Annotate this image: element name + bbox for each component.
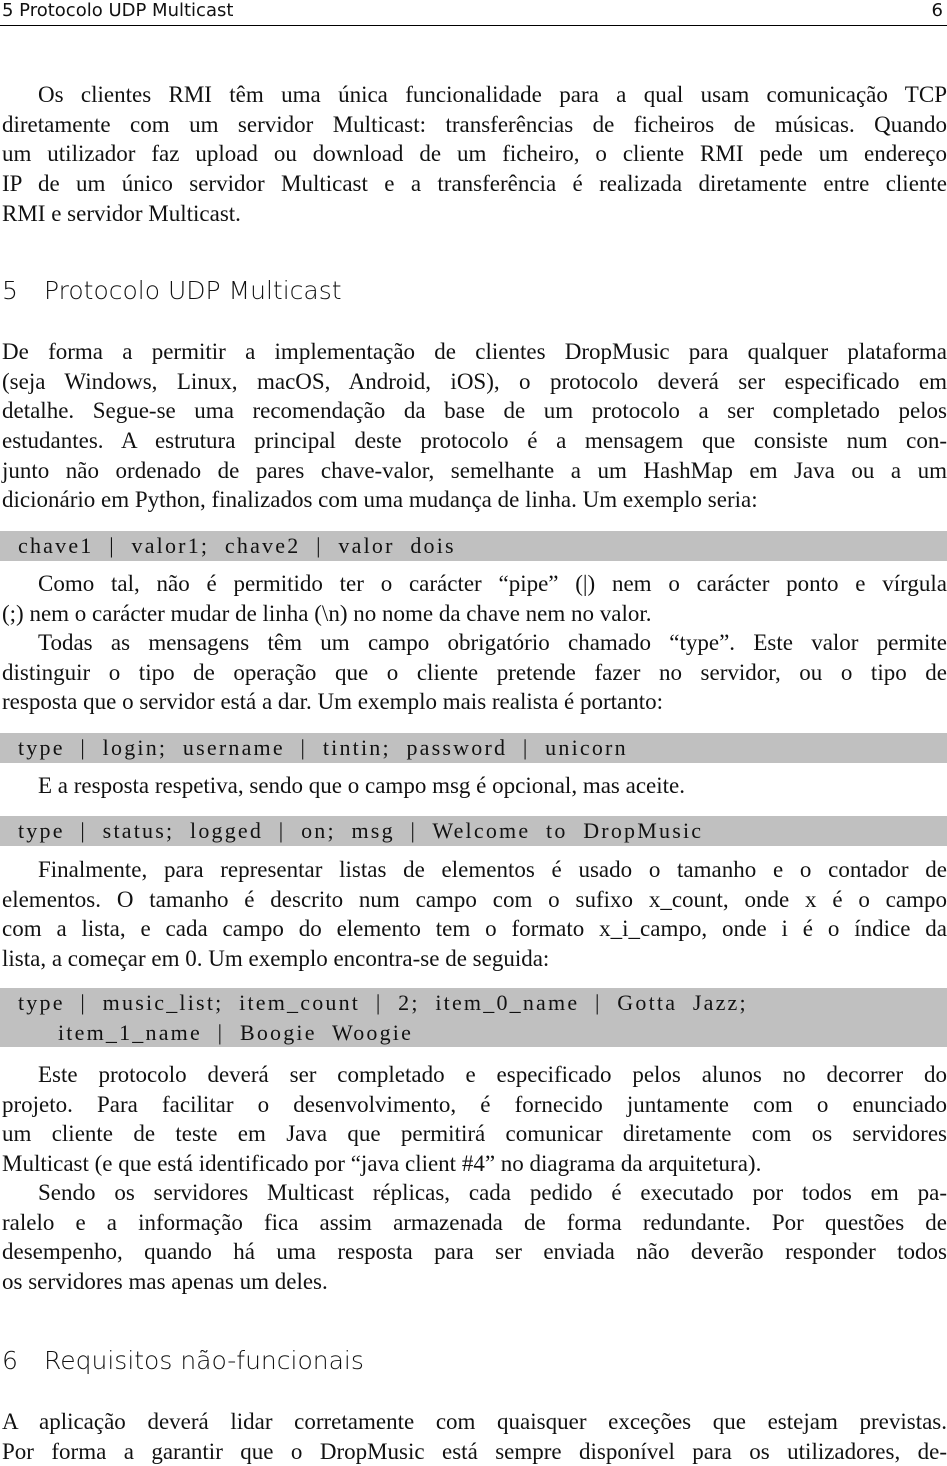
paragraph-line: elementos. O tamanho é descrito num campo com o sufixo x_count, onde x é o campo bbox=[2, 886, 947, 912]
paragraph bbox=[2, 80, 947, 228]
paragraph bbox=[2, 1178, 947, 1297]
header-rule bbox=[0, 25, 947, 26]
paragraph-line: Sendo os servidores Multicast réplicas, cada pedido é executado por todos em pa- bbox=[38, 1180, 947, 1205]
paragraph-line: projeto. Para facilitar o desenvolvimento, é fornecido juntamente com o enunciado bbox=[2, 1091, 947, 1117]
paragraph-line: estudantes. A estrutura principal deste protocolo é a mensagem que consiste num con- bbox=[2, 428, 947, 454]
running-header bbox=[2, 0, 943, 24]
paragraph bbox=[2, 1060, 947, 1179]
paragraph-line: RMI e servidor Multicast. bbox=[2, 200, 241, 226]
paragraph-line: com a lista, e cada campo do elemento tem o formato x_i_campo, onde i é o índice da bbox=[2, 916, 947, 942]
paragraph bbox=[2, 628, 947, 717]
paragraph-line: Este protocolo deverá ser completado e especificado pelos alunos no decorrer do bbox=[38, 1062, 947, 1087]
code-line: type | music_list; item_count | 2; item_0_name | Gotta Jazz; bbox=[18, 990, 748, 1015]
section-heading bbox=[2, 1346, 364, 1375]
paragraph-line: Como tal, não é permitido ter o carácter “pipe” (|) nem o carácter ponto e vírgula bbox=[38, 571, 947, 596]
section-heading bbox=[2, 276, 342, 305]
page-number: 6 bbox=[931, 0, 943, 21]
paragraph-line: distinguir o tipo de operação que o cliente pretende fazer no servidor, ou o tipo de bbox=[2, 659, 947, 685]
paragraph-line: A aplicação deverá lidar corretamente com quaisquer exceções que estejam previstas. bbox=[2, 1409, 947, 1434]
paragraph bbox=[2, 855, 947, 974]
code-block bbox=[0, 816, 947, 846]
paragraph-line: Todas as mensagens têm um campo obrigatório chamado “type”. Este valor permite bbox=[38, 630, 947, 655]
section-number: 6 bbox=[2, 1346, 18, 1375]
paragraph-line: resposta que o servidor está a dar. Um exemplo mais realista é portanto: bbox=[2, 689, 664, 715]
code-line: type | login; username | tintin; password | unicorn bbox=[18, 735, 628, 760]
paragraph-line: desempenho, quando há uma resposta para ser enviada não deverão responder todos bbox=[2, 1239, 947, 1265]
code-line: chave1 | valor1; chave2 | valor dois bbox=[18, 533, 456, 558]
paragraph bbox=[2, 771, 947, 801]
paragraph-line: Finalmente, para representar listas de elementos é usado o tamanho e o contador de bbox=[38, 857, 947, 882]
paragraph-line: dicionário em Python, finalizados com uma mudança de linha. Um exemplo seria: bbox=[2, 487, 758, 513]
paragraph-line: um cliente de teste em Java que permitirá comunicar diretamente com os servidores bbox=[2, 1121, 947, 1147]
paragraph-line: IP de um único servidor Multicast e a transferência é realizada diretamente entre cliente bbox=[2, 171, 947, 197]
code-block bbox=[0, 733, 947, 763]
paragraph bbox=[2, 569, 947, 628]
section-title: Requisitos não-funcionais bbox=[44, 1346, 364, 1375]
paragraph-line: diretamente com um servidor Multicast: transferências de ficheiros de músicas. Quando bbox=[2, 111, 947, 137]
paragraph-line: Multicast (e que está identificado por “java client #4” no diagrama da arquitetura). bbox=[2, 1151, 762, 1177]
paragraph-line: (seja Windows, Linux, macOS, Android, iOS), o protocolo deverá ser especificado em bbox=[2, 368, 947, 394]
paragraph-line: junto não ordenado de pares chave-valor, semelhante a um HashMap em Java ou a um bbox=[2, 457, 947, 483]
paragraph-line: E a resposta respetiva, sendo que o campo msg é opcional, mas aceite. bbox=[38, 773, 685, 798]
section-number: 5 bbox=[2, 276, 18, 305]
paragraph-line: lista, a começar em 0. Um exemplo encontra-se de seguida: bbox=[2, 946, 550, 972]
paragraph-line: detalhe. Segue-se uma recomendação da base de um protocolo a ser completado pelos bbox=[2, 398, 947, 424]
paragraph bbox=[2, 337, 947, 515]
code-line: item_1_name | Boogie Woogie bbox=[58, 1019, 414, 1045]
paragraph-line: ralelo e a informação fica assim armazenada de forma redundante. Por questões de bbox=[2, 1209, 947, 1235]
code-block bbox=[0, 531, 947, 561]
paragraph-line: Os clientes RMI têm uma única funcionalidade para a qual usam comunicação TCP bbox=[38, 82, 947, 107]
paragraph-line: os servidores mas apenas um deles. bbox=[2, 1269, 328, 1295]
paragraph-line: um utilizador faz upload ou download de um ficheiro, o cliente RMI pede um endereço bbox=[2, 141, 947, 167]
code-line: type | status; logged | on; msg | Welcome to DropMusic bbox=[18, 818, 704, 843]
paragraph-line: Por forma a garantir que o DropMusic está sempre disponível para os utilizadores, de- bbox=[2, 1438, 947, 1464]
paragraph-line: (;) nem o carácter mudar de linha (\n) no nome da chave nem no valor. bbox=[2, 600, 652, 626]
header-title: 5 Protocolo UDP Multicast bbox=[2, 0, 234, 21]
paragraph-line: De forma a permitir a implementação de clientes DropMusic para qualquer plataforma bbox=[2, 339, 947, 364]
paragraph bbox=[2, 1407, 947, 1466]
code-block bbox=[0, 988, 947, 1047]
section-title: Protocolo UDP Multicast bbox=[44, 276, 342, 305]
